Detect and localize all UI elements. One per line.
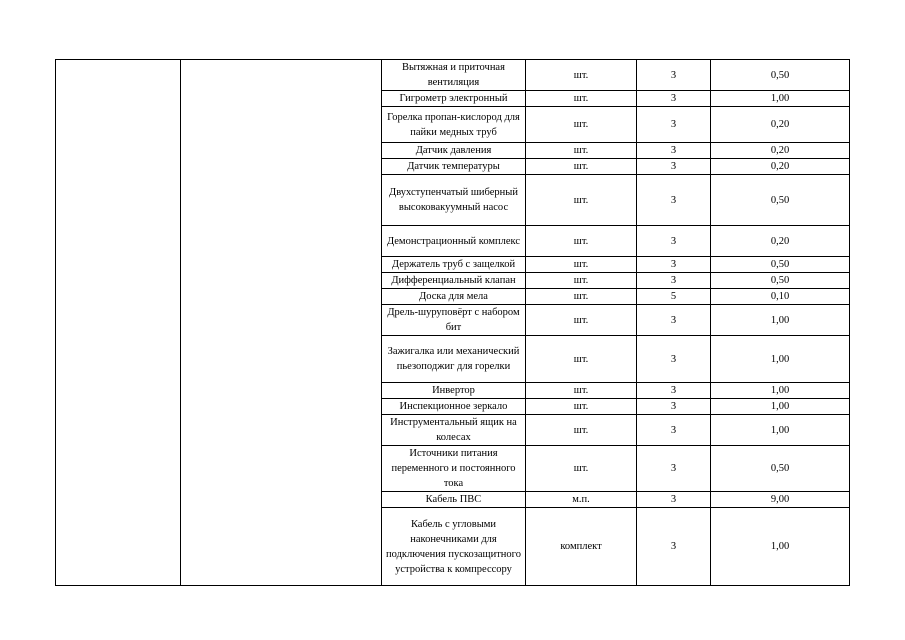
norm-cell: 0,50	[711, 446, 850, 492]
name-cell: Дрель-шуруповёрт с набором бит	[382, 305, 526, 336]
norm-cell: 1,00	[711, 305, 850, 336]
qty-cell: 3	[637, 143, 711, 159]
name-cell: Датчик температуры	[382, 159, 526, 175]
qty-cell: 3	[637, 175, 711, 226]
unit-cell: шт.	[526, 446, 637, 492]
name-cell: Зажигалка или механический пьезоподжиг для горелки	[382, 336, 526, 383]
unit-cell: шт.	[526, 383, 637, 399]
unit-cell: шт.	[526, 143, 637, 159]
qty-cell: 3	[637, 492, 711, 508]
unit-cell: шт.	[526, 415, 637, 446]
qty-cell: 3	[637, 159, 711, 175]
qty-cell: 3	[637, 508, 711, 586]
unit-cell: шт.	[526, 107, 637, 143]
unit-cell: шт.	[526, 60, 637, 91]
norm-cell: 0,50	[711, 175, 850, 226]
qty-cell: 3	[637, 415, 711, 446]
unit-cell: шт.	[526, 273, 637, 289]
qty-cell: 3	[637, 336, 711, 383]
name-cell: Доска для мела	[382, 289, 526, 305]
unit-cell: шт.	[526, 175, 637, 226]
unit-cell: шт.	[526, 159, 637, 175]
equipment-table-body	[56, 60, 850, 586]
norm-cell: 9,00	[711, 492, 850, 508]
norm-cell: 0,20	[711, 143, 850, 159]
qty-cell: 3	[637, 91, 711, 107]
qty-cell: 3	[637, 226, 711, 257]
unit-cell: шт.	[526, 336, 637, 383]
norm-cell: 1,00	[711, 336, 850, 383]
unit-cell: комплект	[526, 508, 637, 586]
unit-cell: шт.	[526, 399, 637, 415]
blank-col-2	[181, 60, 382, 586]
unit-cell: шт.	[526, 289, 637, 305]
name-cell: Горелка пропан-кислород для пайки медных труб	[382, 107, 526, 143]
norm-cell: 0,10	[711, 289, 850, 305]
table-row	[56, 60, 850, 91]
unit-cell: шт.	[526, 305, 637, 336]
norm-cell: 0,20	[711, 159, 850, 175]
norm-cell: 0,50	[711, 60, 850, 91]
qty-cell: 3	[637, 273, 711, 289]
name-cell: Источники питания переменного и постоянного тока	[382, 446, 526, 492]
norm-cell: 1,00	[711, 508, 850, 586]
name-cell: Датчик давления	[382, 143, 526, 159]
norm-cell: 0,20	[711, 226, 850, 257]
norm-cell: 0,50	[711, 273, 850, 289]
qty-cell: 3	[637, 305, 711, 336]
blank-col-1	[56, 60, 181, 586]
norm-cell: 0,20	[711, 107, 850, 143]
name-cell: Гигрометр электронный	[382, 91, 526, 107]
qty-cell: 3	[637, 383, 711, 399]
qty-cell: 3	[637, 60, 711, 91]
unit-cell: м.п.	[526, 492, 637, 508]
qty-cell: 3	[637, 107, 711, 143]
name-cell: Двухступенчатый шиберный высоковакуумный насос	[382, 175, 526, 226]
unit-cell: шт.	[526, 226, 637, 257]
unit-cell: шт.	[526, 257, 637, 273]
name-cell: Держатель труб с защелкой	[382, 257, 526, 273]
norm-cell: 0,50	[711, 257, 850, 273]
name-cell: Инвертор	[382, 383, 526, 399]
norm-cell: 1,00	[711, 383, 850, 399]
norm-cell: 1,00	[711, 399, 850, 415]
qty-cell: 3	[637, 446, 711, 492]
norm-cell: 1,00	[711, 415, 850, 446]
qty-cell: 5	[637, 289, 711, 305]
name-cell: Инструментальный ящик на колесах	[382, 415, 526, 446]
name-cell: Дифференциальный клапан	[382, 273, 526, 289]
qty-cell: 3	[637, 399, 711, 415]
name-cell: Демонстрационный комплекс	[382, 226, 526, 257]
name-cell: Вытяжная и приточная вентиляция	[382, 60, 526, 91]
name-cell: Инспекционное зеркало	[382, 399, 526, 415]
norm-cell: 1,00	[711, 91, 850, 107]
qty-cell: 3	[637, 257, 711, 273]
name-cell: Кабель с угловыми наконечниками для подключения пускозащитного устройства к компрессору	[382, 508, 526, 586]
unit-cell: шт.	[526, 91, 637, 107]
name-cell: Кабель ПВС	[382, 492, 526, 508]
equipment-table	[55, 59, 850, 586]
